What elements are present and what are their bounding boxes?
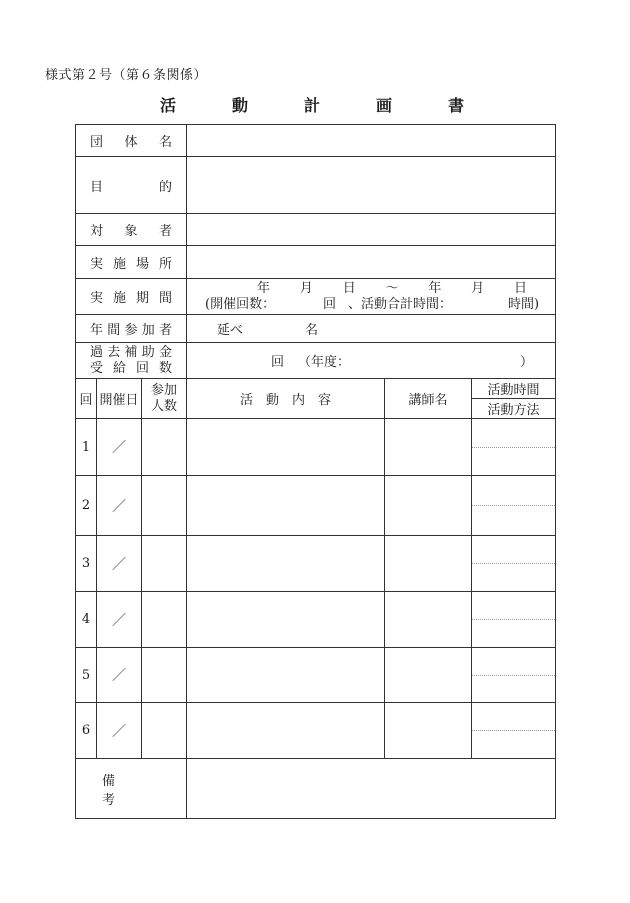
- sessions-label: (開催回数：: [205, 296, 276, 312]
- row-number: 1: [76, 419, 97, 476]
- activity-plan-form: [75, 124, 556, 819]
- period-year-1: 年: [257, 280, 271, 296]
- period-month-1: 月: [299, 280, 313, 296]
- row-participants-field[interactable]: [142, 703, 187, 759]
- row-instructor-field[interactable]: [385, 536, 472, 592]
- row-date-field[interactable]: ／: [97, 419, 142, 476]
- remarks-field[interactable]: [187, 759, 556, 819]
- row-time-method-field[interactable]: [472, 592, 556, 648]
- group-name-field[interactable]: [187, 125, 556, 157]
- period-label: 実施期間: [76, 279, 187, 315]
- col-header-content: 活 動 内 容: [187, 379, 385, 419]
- table-row: [76, 476, 556, 536]
- period-dates: [187, 281, 555, 297]
- row-number: 4: [76, 592, 97, 648]
- row-number: 3: [76, 536, 97, 592]
- row-date-field[interactable]: ／: [97, 592, 142, 648]
- hours-unit: 時間): [507, 296, 540, 312]
- remarks-label: 備 考: [76, 759, 187, 819]
- row-date-field[interactable]: ／: [97, 536, 142, 592]
- col-header-method: 活動方法: [472, 399, 556, 419]
- row-number: 6: [76, 703, 97, 759]
- row-instructor-field[interactable]: [385, 703, 472, 759]
- row-content-field[interactable]: [187, 592, 385, 648]
- period-month-2: 月: [471, 280, 485, 296]
- past-subsidy-field[interactable]: [187, 343, 556, 379]
- row-instructor-field[interactable]: [385, 592, 472, 648]
- row-instructor-field[interactable]: [385, 419, 472, 476]
- row-content-field[interactable]: [187, 703, 385, 759]
- document-title: 活 動 計 画 書: [159, 96, 484, 115]
- col-header-number: 回: [76, 379, 97, 419]
- period-day-2: 日: [514, 280, 528, 296]
- row-time-method-field[interactable]: [472, 419, 556, 476]
- venue-field[interactable]: [187, 246, 556, 279]
- sessions-unit: 回: [323, 296, 337, 312]
- table-row: [76, 419, 556, 476]
- period-sessions: [187, 297, 555, 313]
- col-header-date: 開催日: [97, 379, 142, 419]
- row-number: 5: [76, 648, 97, 703]
- cumulative-prefix: 延べ: [217, 323, 244, 338]
- period-year-2: 年: [428, 280, 442, 296]
- venue-label: 実施場所: [76, 246, 187, 279]
- row-content-field[interactable]: [187, 536, 385, 592]
- participants-unit: 名: [305, 323, 319, 338]
- col-header-participants-line1: 参加: [151, 382, 178, 398]
- table-row: [76, 703, 556, 759]
- row-number: 2: [76, 476, 97, 536]
- row-date-field[interactable]: ／: [97, 703, 142, 759]
- row-date-field[interactable]: ／: [97, 476, 142, 536]
- row-instructor-field[interactable]: [385, 476, 472, 536]
- past-subsidy-label: [76, 343, 187, 379]
- period-tilde: ～: [385, 280, 399, 296]
- row-participants-field[interactable]: [142, 476, 187, 536]
- form-number: 様式第２号（第６条関係）: [45, 68, 208, 83]
- subsidy-count-unit: 回: [271, 355, 285, 370]
- group-name-label: 団 体 名: [76, 125, 187, 157]
- row-participants-field[interactable]: [142, 536, 187, 592]
- total-time-label: 、活動合計時間：: [348, 296, 453, 312]
- table-row: [76, 648, 556, 703]
- row-instructor-field[interactable]: [385, 648, 472, 703]
- row-date-field[interactable]: ／: [97, 648, 142, 703]
- row-participants-field[interactable]: [142, 648, 187, 703]
- purpose-label: 目 的: [76, 157, 187, 214]
- table-row: [76, 592, 556, 648]
- row-participants-field[interactable]: [142, 592, 187, 648]
- annual-participants-field[interactable]: [187, 315, 556, 343]
- row-time-method-field[interactable]: [472, 648, 556, 703]
- col-header-participants: [142, 379, 187, 419]
- col-header-instructor: 講師名: [385, 379, 472, 419]
- row-time-method-field[interactable]: [472, 476, 556, 536]
- row-participants-field[interactable]: [142, 419, 187, 476]
- period-field[interactable]: [187, 279, 556, 315]
- row-content-field[interactable]: [187, 419, 385, 476]
- target-label: 対 象 者: [76, 214, 187, 246]
- col-header-time: 活動時間: [472, 379, 556, 399]
- fiscal-year-close: ）: [520, 355, 534, 370]
- col-header-participants-line2: 人数: [151, 398, 178, 414]
- target-field[interactable]: [187, 214, 556, 246]
- table-row: [76, 536, 556, 592]
- fiscal-year-label: （年度：: [298, 355, 351, 370]
- row-time-method-field[interactable]: [472, 536, 556, 592]
- period-day-1: 日: [342, 280, 356, 296]
- past-subsidy-label-line2: 受給回数: [90, 360, 173, 376]
- past-subsidy-label-line1: 過去補助金: [90, 344, 173, 360]
- annual-participants-label: 年間参加者: [76, 315, 187, 343]
- row-time-method-field[interactable]: [472, 703, 556, 759]
- row-content-field[interactable]: [187, 476, 385, 536]
- row-content-field[interactable]: [187, 648, 385, 703]
- purpose-field[interactable]: [187, 157, 556, 214]
